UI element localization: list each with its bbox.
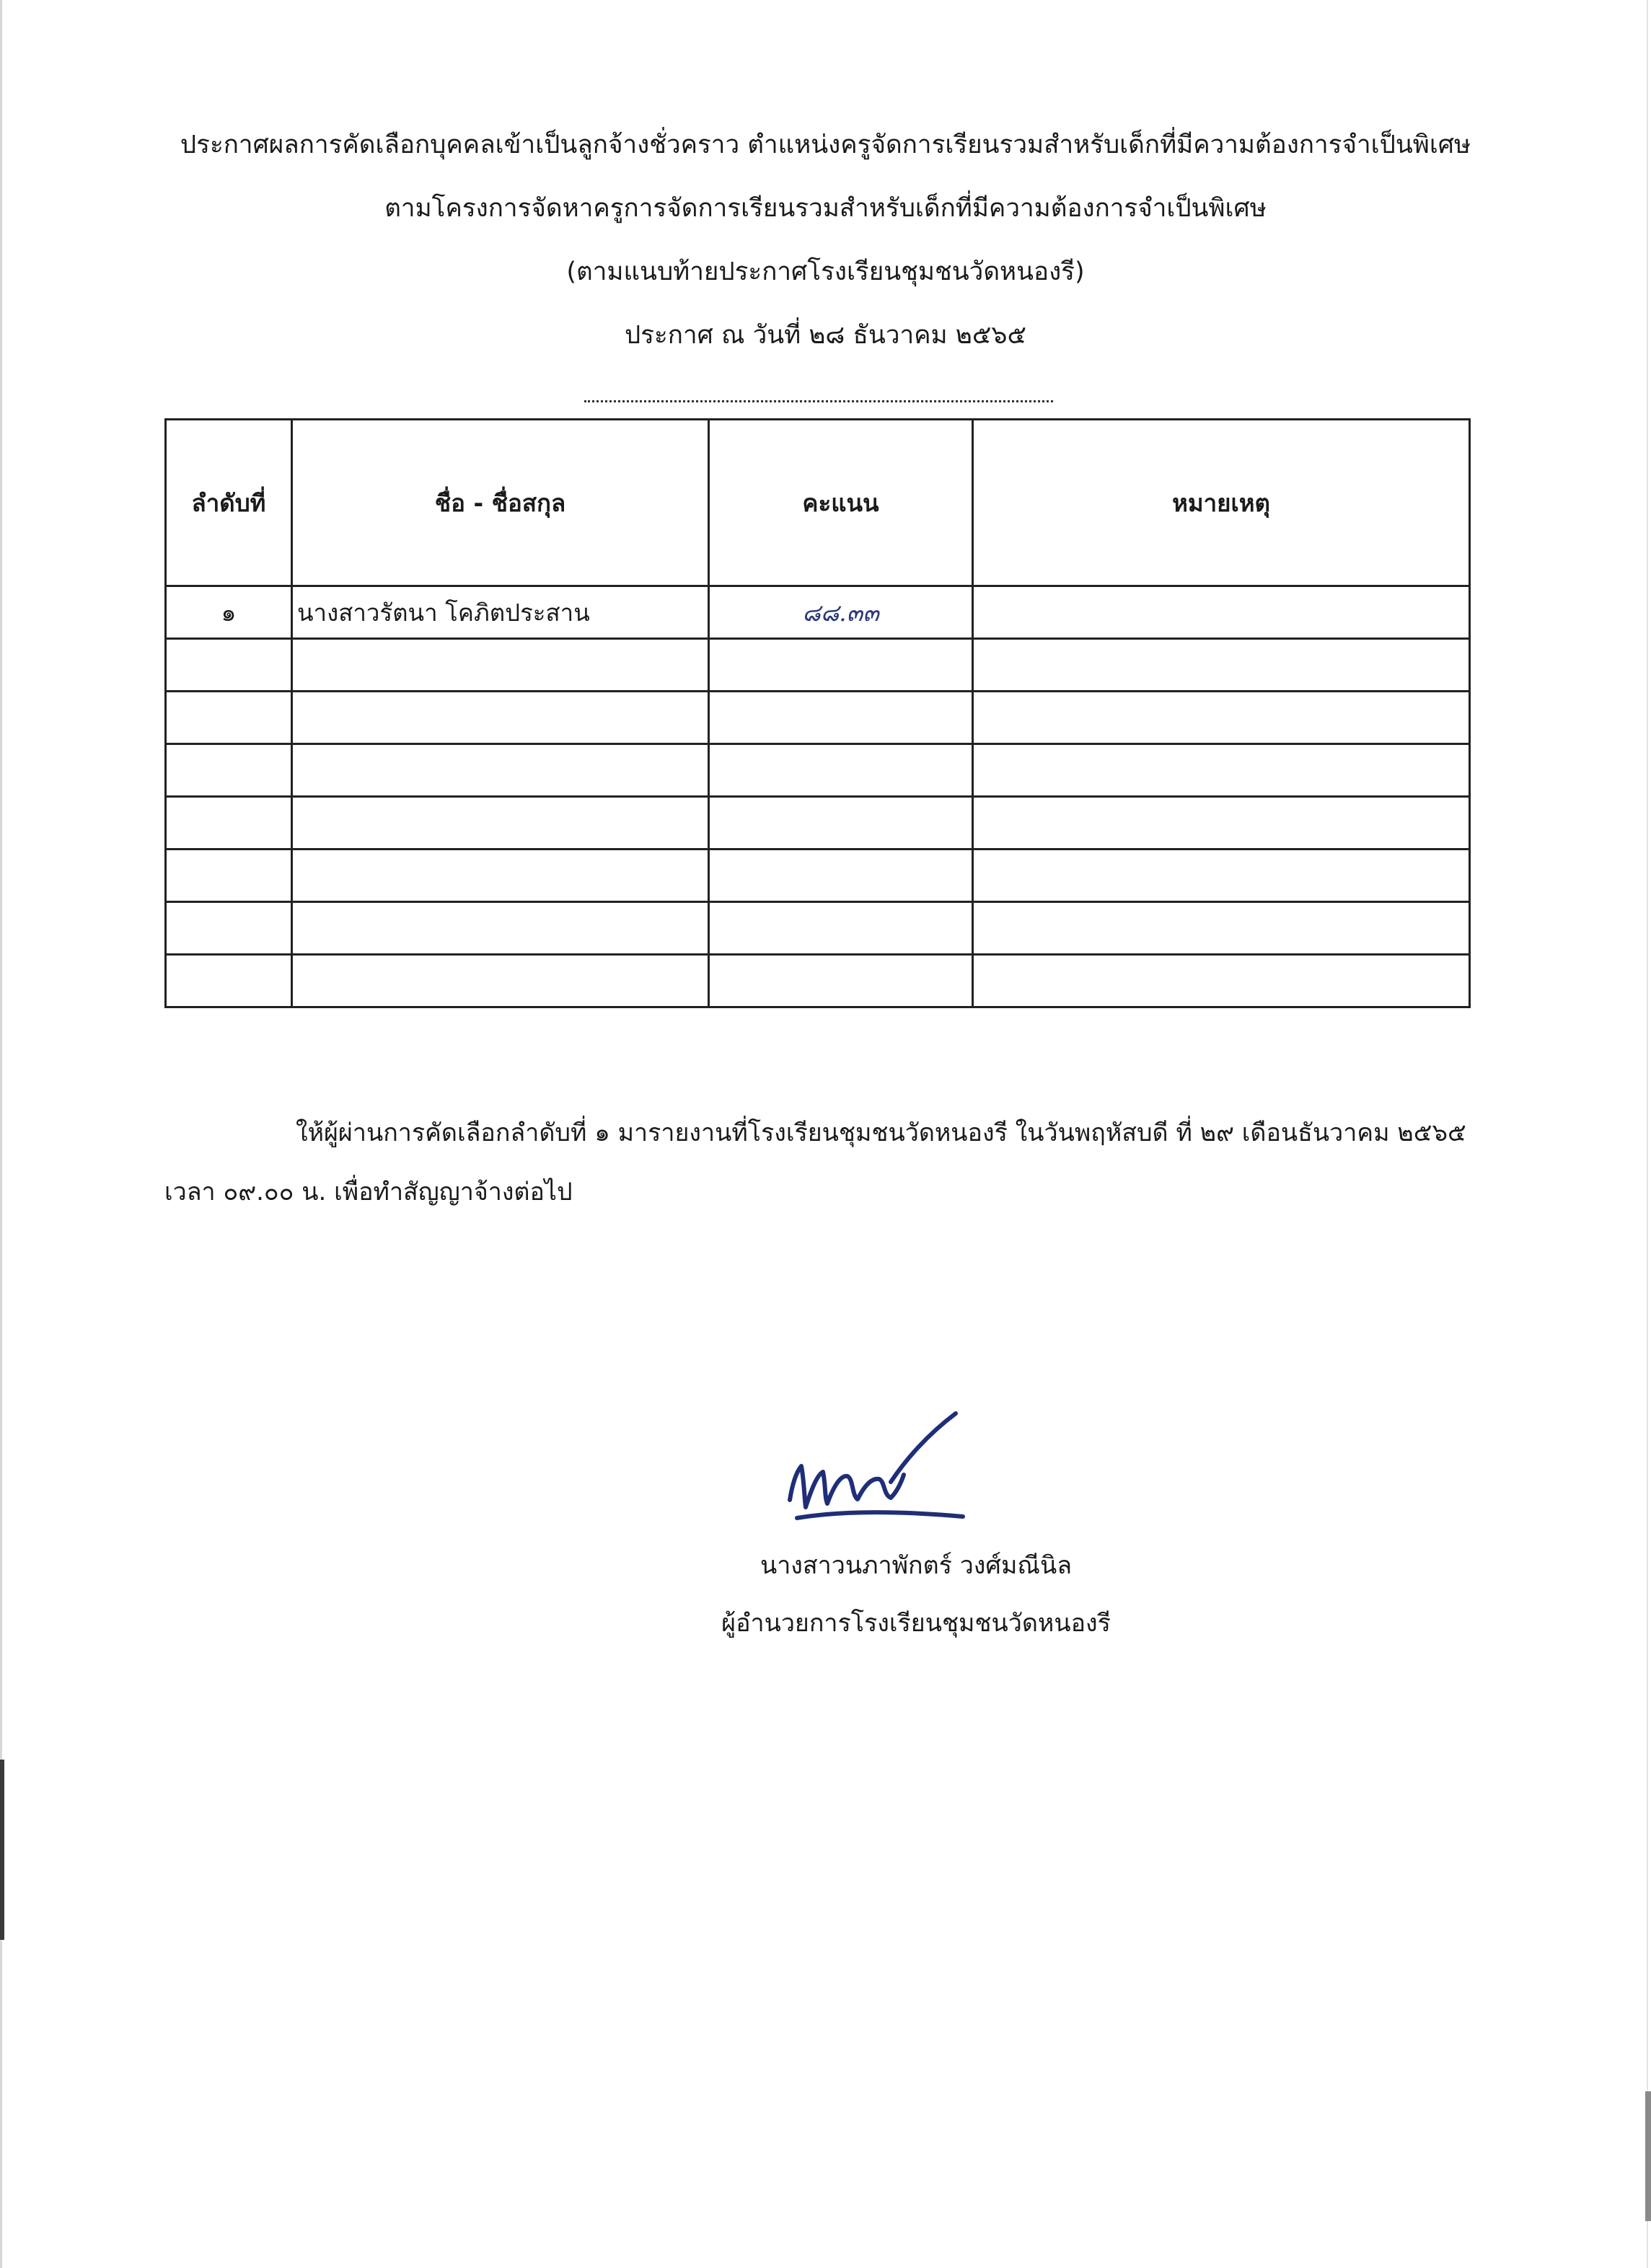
table-row	[166, 797, 1470, 850]
cell-remark	[973, 744, 1470, 797]
cell-score	[709, 850, 973, 902]
cell-full-name	[292, 797, 709, 850]
table-row	[166, 955, 1470, 1007]
report-instruction-paragraph	[164, 1103, 1469, 1222]
signer-position: ผู้อำนวยการโรงเรียนชุมชนวัดหนองรี	[721, 1609, 1111, 1638]
cell-rank	[166, 850, 292, 902]
cell-score	[709, 692, 973, 744]
cell-full-name	[292, 744, 709, 797]
table-row	[166, 692, 1470, 744]
scan-edge-right-mark	[1645, 2091, 1651, 2221]
cell-score	[709, 797, 973, 850]
table-row	[166, 744, 1470, 797]
announcement-project: ตามโครงการจัดหาครูการจัดการเรียนรวมสำหรับเด็กที่มีความต้องการจำเป็นพิเศษ	[384, 194, 1267, 223]
cell-full-name: นางสาวรัตนา โคภิตประสาน	[292, 586, 709, 639]
dotted-divider	[584, 400, 1053, 402]
signature-stroke	[790, 1466, 904, 1507]
cell-score-handwritten: ๘๘.๓๓	[709, 586, 973, 639]
table-header-row	[166, 420, 1470, 586]
header-rank: ลำดับที่	[166, 420, 292, 586]
header-score: คะแนน	[709, 420, 973, 586]
table-row	[166, 586, 1470, 639]
cell-remark	[973, 586, 1470, 639]
cell-rank	[166, 639, 292, 692]
cell-full-name	[292, 955, 709, 1007]
signer-name: นางสาวนภาพักตร์ วงศ์มณีนิล	[760, 1551, 1073, 1580]
cell-full-name	[292, 639, 709, 692]
cell-full-name	[292, 850, 709, 902]
announcement-attachment-note: (ตามแนบท้ายประกาศโรงเรียนชุมชนวัดหนองรี)	[566, 257, 1085, 286]
header-full-name: ชื่อ - ชื่อสกุล	[292, 420, 709, 586]
table-row	[166, 850, 1470, 902]
scan-edge-left-mark	[0, 1760, 4, 1940]
cell-score	[709, 639, 973, 692]
cell-score	[709, 744, 973, 797]
signature-flourish	[891, 1413, 956, 1482]
cell-full-name	[292, 692, 709, 744]
signature-image	[783, 1403, 970, 1540]
cell-rank	[166, 744, 292, 797]
cell-rank	[166, 692, 292, 744]
report-instruction-text: ให้ผู้ผ่านการคัดเลือกลำดับที่ ๑ มารายงานที่โรงเรียนชุมชนวัดหนองรี ในวันพฤหัสบดี ที่ ๒๙ เดือนธันวาคม ๒๕๖๕ เวลา ๐๙.๐๐ น. เพื่อทำสัญญาจ้างต่อไป	[164, 1118, 1466, 1206]
results-table	[164, 418, 1471, 1008]
cell-rank: ๑	[166, 586, 292, 639]
cell-remark	[973, 639, 1470, 692]
signature-underline	[797, 1512, 963, 1518]
table-row	[166, 639, 1470, 692]
announcement-header	[0, 130, 1651, 384]
cell-remark	[973, 797, 1470, 850]
announcement-date: ประกาศ ณ วันที่ ๒๘ ธันวาคม ๒๕๖๕	[624, 321, 1027, 350]
cell-remark	[973, 692, 1470, 744]
cell-score	[709, 902, 973, 955]
header-remark: หมายเหตุ	[973, 420, 1470, 586]
signer-block	[649, 1550, 1183, 1666]
cell-rank	[166, 797, 292, 850]
cell-rank	[166, 902, 292, 955]
cell-full-name	[292, 902, 709, 955]
cell-remark	[973, 955, 1470, 1007]
announcement-title: ประกาศผลการคัดเลือกบุคคลเข้าเป็นลูกจ้างชั่วคราว ตำแหน่งครูจัดการเรียนรวมสำหรับเด็กที่มีความต้องการจำเป็นพิเศษ	[180, 131, 1471, 159]
cell-score	[709, 955, 973, 1007]
cell-remark	[973, 902, 1470, 955]
cell-rank	[166, 955, 292, 1007]
table-row	[166, 902, 1470, 955]
cell-remark	[973, 850, 1470, 902]
